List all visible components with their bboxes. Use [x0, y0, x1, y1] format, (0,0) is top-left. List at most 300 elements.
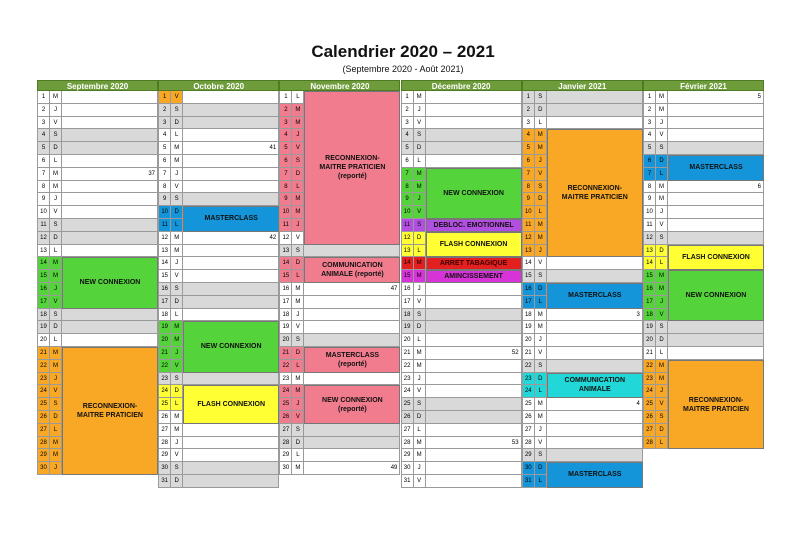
- day-number: 12: [401, 232, 414, 244]
- weekday-letter: J: [292, 129, 304, 141]
- day-number: 24: [158, 385, 171, 397]
- day-row: [37, 206, 158, 219]
- weekday-letter: J: [656, 385, 668, 397]
- event-block: MASTERCLASS: [183, 206, 279, 232]
- day-number: 1: [279, 91, 292, 103]
- day-note: [668, 321, 764, 333]
- day-number: 21: [522, 347, 535, 359]
- day-number: 8: [37, 181, 50, 193]
- day-number: 6: [279, 155, 292, 167]
- day-note: [304, 296, 400, 308]
- day-note: [668, 104, 764, 116]
- day-note: [426, 398, 522, 410]
- weekday-letter: L: [171, 129, 183, 141]
- weekday-letter: L: [171, 398, 183, 410]
- day-number: 28: [643, 437, 656, 449]
- day-row: [37, 181, 158, 194]
- weekday-letter: M: [656, 91, 668, 103]
- event-block: FLASH CONNEXION: [426, 232, 522, 258]
- day-row: [158, 142, 279, 155]
- day-number: 16: [37, 283, 50, 295]
- day-row: [158, 296, 279, 309]
- day-number: 17: [158, 296, 171, 308]
- day-number: 26: [279, 411, 292, 423]
- day-row: [643, 181, 764, 194]
- day-row: [643, 193, 764, 206]
- weekday-letter: V: [171, 91, 183, 103]
- day-number: 30: [401, 462, 414, 474]
- weekday-letter: L: [292, 181, 304, 193]
- day-number: 25: [158, 398, 171, 410]
- day-note: [62, 91, 158, 103]
- weekday-letter: S: [656, 411, 668, 423]
- event-block: RECONNEXION- MAITRE PRATICIEN (reporté): [304, 91, 400, 245]
- weekday-letter: V: [656, 309, 668, 321]
- day-note: 4: [547, 398, 643, 410]
- weekday-letter: J: [656, 296, 668, 308]
- day-number: 7: [522, 168, 535, 180]
- day-row: [279, 462, 400, 475]
- day-note: [62, 321, 158, 333]
- weekday-letter: S: [171, 373, 183, 385]
- weekday-letter: J: [656, 117, 668, 129]
- day-row: [158, 91, 279, 104]
- day-number: 15: [401, 270, 414, 282]
- day-number: 7: [401, 168, 414, 180]
- weekday-letter: S: [50, 129, 62, 141]
- weekday-letter: S: [171, 283, 183, 295]
- weekday-letter: L: [50, 334, 62, 346]
- day-number: 8: [522, 181, 535, 193]
- weekday-letter: M: [414, 347, 426, 359]
- weekday-letter: S: [50, 219, 62, 231]
- day-number: 4: [158, 129, 171, 141]
- day-number: 22: [643, 360, 656, 372]
- day-number: 3: [643, 117, 656, 129]
- day-row: [37, 104, 158, 117]
- day-note: [183, 104, 279, 116]
- weekday-letter: M: [656, 181, 668, 193]
- weekday-letter: M: [171, 411, 183, 423]
- weekday-letter: J: [171, 257, 183, 269]
- day-number: 3: [279, 117, 292, 129]
- day-row: [401, 155, 522, 168]
- weekday-letter: D: [535, 193, 547, 205]
- weekday-letter: M: [535, 398, 547, 410]
- day-number: 19: [643, 321, 656, 333]
- day-number: 12: [158, 232, 171, 244]
- day-note: [547, 117, 643, 129]
- day-number: 6: [643, 155, 656, 167]
- weekday-letter: L: [414, 155, 426, 167]
- day-number: 7: [643, 168, 656, 180]
- weekday-letter: S: [171, 193, 183, 205]
- day-row: [401, 411, 522, 424]
- weekday-letter: M: [50, 181, 62, 193]
- day-number: 17: [522, 296, 535, 308]
- day-number: 30: [522, 462, 535, 474]
- weekday-letter: S: [414, 129, 426, 141]
- weekday-letter: S: [292, 245, 304, 257]
- day-row: [522, 424, 643, 437]
- day-note: [668, 334, 764, 346]
- day-note: [547, 411, 643, 423]
- day-row: [643, 347, 764, 360]
- day-number: 5: [401, 142, 414, 154]
- weekday-letter: M: [656, 360, 668, 372]
- day-note: [426, 129, 522, 141]
- day-number: 6: [522, 155, 535, 167]
- day-number: 13: [643, 245, 656, 257]
- day-note: [547, 360, 643, 372]
- day-note: [183, 373, 279, 385]
- day-row: [37, 155, 158, 168]
- day-number: 28: [522, 437, 535, 449]
- event-block: MASTERCLASS: [547, 462, 643, 488]
- day-row: [158, 283, 279, 296]
- day-number: 14: [279, 257, 292, 269]
- day-number: 25: [401, 398, 414, 410]
- day-row: [158, 424, 279, 437]
- event-block: RECONNEXION- MAITRE PRATICIEN: [62, 347, 158, 475]
- day-note: [183, 449, 279, 461]
- day-number: 5: [158, 142, 171, 154]
- weekday-letter: M: [656, 104, 668, 116]
- day-number: 6: [401, 155, 414, 167]
- weekday-letter: D: [535, 104, 547, 116]
- day-row: [158, 373, 279, 386]
- event-block: NEW CONNEXION (reporté): [304, 385, 400, 423]
- weekday-letter: S: [656, 142, 668, 154]
- weekday-letter: D: [414, 321, 426, 333]
- weekday-letter: D: [50, 411, 62, 423]
- weekday-letter: D: [414, 142, 426, 154]
- weekday-letter: L: [656, 437, 668, 449]
- day-note: [183, 193, 279, 205]
- month-column: [522, 80, 643, 484]
- weekday-letter: S: [535, 449, 547, 461]
- weekday-letter: S: [414, 398, 426, 410]
- month-header: Novembre 2020: [279, 80, 400, 91]
- day-number: 13: [158, 245, 171, 257]
- day-row: [37, 245, 158, 258]
- month-column: [401, 80, 522, 484]
- day-number: 23: [401, 373, 414, 385]
- weekday-letter: M: [414, 270, 426, 282]
- weekday-letter: D: [171, 117, 183, 129]
- weekday-letter: D: [50, 232, 62, 244]
- weekday-letter: D: [171, 475, 183, 487]
- weekday-letter: V: [171, 181, 183, 193]
- day-note: [426, 334, 522, 346]
- weekday-letter: L: [50, 245, 62, 257]
- day-row: [643, 91, 764, 104]
- weekday-letter: D: [656, 245, 668, 257]
- day-number: 11: [401, 219, 414, 231]
- day-number: 1: [643, 91, 656, 103]
- day-row: [158, 232, 279, 245]
- event-block: FLASH CONNEXION: [668, 245, 764, 271]
- weekday-letter: V: [414, 117, 426, 129]
- event-block: AMINCISSEMENT: [426, 270, 522, 283]
- weekday-letter: S: [535, 91, 547, 103]
- weekday-letter: L: [292, 449, 304, 461]
- day-number: 27: [158, 424, 171, 436]
- day-number: 16: [279, 283, 292, 295]
- weekday-letter: J: [535, 424, 547, 436]
- weekday-letter: D: [292, 347, 304, 359]
- day-number: 18: [37, 309, 50, 321]
- weekday-letter: M: [292, 373, 304, 385]
- day-number: 8: [643, 181, 656, 193]
- day-note: 41: [183, 142, 279, 154]
- weekday-letter: M: [656, 193, 668, 205]
- day-number: 1: [522, 91, 535, 103]
- day-note: 42: [183, 232, 279, 244]
- day-number: 5: [643, 142, 656, 154]
- day-note: [426, 475, 522, 487]
- day-number: 29: [522, 449, 535, 461]
- day-number: 11: [158, 219, 171, 231]
- day-number: 6: [158, 155, 171, 167]
- day-row: [401, 296, 522, 309]
- weekday-letter: J: [535, 155, 547, 167]
- weekday-letter: V: [414, 296, 426, 308]
- day-number: 14: [158, 257, 171, 269]
- weekday-letter: M: [292, 104, 304, 116]
- day-number: 17: [37, 296, 50, 308]
- weekday-letter: M: [171, 245, 183, 257]
- weekday-letter: S: [292, 155, 304, 167]
- event-block: MASTERCLASS (reporté): [304, 347, 400, 373]
- weekday-letter: J: [50, 373, 62, 385]
- day-note: [668, 347, 764, 359]
- day-row: [401, 117, 522, 130]
- day-number: 9: [279, 193, 292, 205]
- weekday-letter: V: [414, 385, 426, 397]
- day-row: [522, 360, 643, 373]
- day-number: 13: [279, 245, 292, 257]
- weekday-letter: M: [292, 283, 304, 295]
- weekday-letter: M: [414, 181, 426, 193]
- day-number: 3: [522, 117, 535, 129]
- day-row: [158, 104, 279, 117]
- day-number: 21: [158, 347, 171, 359]
- day-note: [426, 360, 522, 372]
- weekday-letter: M: [414, 360, 426, 372]
- day-row: [279, 437, 400, 450]
- day-number: 14: [643, 257, 656, 269]
- weekday-letter: D: [535, 373, 547, 385]
- day-number: 26: [643, 411, 656, 423]
- day-note: [304, 373, 400, 385]
- day-row: [279, 424, 400, 437]
- day-number: 7: [37, 168, 50, 180]
- day-note: [62, 117, 158, 129]
- day-note: [183, 168, 279, 180]
- day-note: [183, 245, 279, 257]
- weekday-letter: V: [50, 206, 62, 218]
- weekday-letter: J: [414, 462, 426, 474]
- day-note: [426, 424, 522, 436]
- day-note: [426, 462, 522, 474]
- event-block: FLASH CONNEXION: [183, 385, 279, 423]
- day-number: 26: [401, 411, 414, 423]
- weekday-letter: V: [414, 206, 426, 218]
- day-note: [183, 309, 279, 321]
- day-number: 19: [522, 321, 535, 333]
- weekday-letter: S: [656, 321, 668, 333]
- day-row: [158, 437, 279, 450]
- day-row: [279, 245, 400, 258]
- day-row: [522, 449, 643, 462]
- day-row: [279, 283, 400, 296]
- weekday-letter: J: [414, 283, 426, 295]
- weekday-letter: J: [414, 373, 426, 385]
- day-number: 25: [37, 398, 50, 410]
- day-note: [62, 155, 158, 167]
- day-number: 16: [401, 283, 414, 295]
- weekday-letter: L: [292, 270, 304, 282]
- day-number: 5: [37, 142, 50, 154]
- weekday-letter: M: [292, 193, 304, 205]
- weekday-letter: V: [292, 142, 304, 154]
- day-number: 20: [158, 334, 171, 346]
- day-number: 23: [522, 373, 535, 385]
- weekday-letter: M: [414, 437, 426, 449]
- day-row: [522, 347, 643, 360]
- day-row: [522, 321, 643, 334]
- day-number: 18: [158, 309, 171, 321]
- weekday-letter: M: [414, 168, 426, 180]
- weekday-letter: L: [535, 296, 547, 308]
- day-note: [426, 373, 522, 385]
- day-number: 27: [401, 424, 414, 436]
- day-number: 11: [37, 219, 50, 231]
- weekday-letter: S: [535, 181, 547, 193]
- weekday-letter: V: [656, 129, 668, 141]
- day-number: 2: [401, 104, 414, 116]
- weekday-letter: J: [171, 437, 183, 449]
- month-column: [158, 80, 279, 484]
- day-note: [668, 142, 764, 154]
- weekday-letter: J: [535, 245, 547, 257]
- day-number: 23: [158, 373, 171, 385]
- weekday-letter: M: [50, 360, 62, 372]
- day-number: 24: [522, 385, 535, 397]
- day-number: 13: [522, 245, 535, 257]
- day-row: [643, 232, 764, 245]
- day-row: [401, 385, 522, 398]
- day-number: 21: [401, 347, 414, 359]
- day-note: [62, 104, 158, 116]
- day-note: [426, 296, 522, 308]
- day-number: 23: [37, 373, 50, 385]
- day-note: [547, 91, 643, 103]
- event-block: NEW CONNEXION: [426, 168, 522, 219]
- weekday-letter: V: [535, 257, 547, 269]
- day-number: 18: [279, 309, 292, 321]
- day-row: [522, 309, 643, 322]
- day-row: [279, 296, 400, 309]
- day-number: 1: [37, 91, 50, 103]
- day-note: [62, 334, 158, 346]
- day-note: [426, 155, 522, 167]
- day-number: 14: [37, 257, 50, 269]
- day-row: [522, 104, 643, 117]
- day-row: [643, 334, 764, 347]
- day-number: 4: [643, 129, 656, 141]
- weekday-letter: M: [171, 232, 183, 244]
- day-number: 21: [643, 347, 656, 359]
- weekday-letter: M: [50, 449, 62, 461]
- day-number: 1: [401, 91, 414, 103]
- day-number: 15: [279, 270, 292, 282]
- day-row: [401, 424, 522, 437]
- event-block: NEW CONNEXION: [668, 270, 764, 321]
- day-row: [401, 321, 522, 334]
- month-header: Février 2021: [643, 80, 764, 91]
- day-number: 22: [279, 360, 292, 372]
- day-number: 3: [158, 117, 171, 129]
- weekday-letter: V: [535, 437, 547, 449]
- weekday-letter: D: [414, 232, 426, 244]
- day-number: 23: [643, 373, 656, 385]
- day-number: 10: [158, 206, 171, 218]
- day-note: 3: [547, 309, 643, 321]
- event-block: COMMUNICATION ANIMALE (reporté): [304, 257, 400, 283]
- day-number: 12: [279, 232, 292, 244]
- weekday-letter: L: [535, 206, 547, 218]
- day-number: 20: [522, 334, 535, 346]
- day-note: [183, 424, 279, 436]
- day-number: 27: [279, 424, 292, 436]
- day-row: [401, 373, 522, 386]
- day-number: 17: [643, 296, 656, 308]
- weekday-letter: M: [171, 334, 183, 346]
- weekday-letter: M: [535, 411, 547, 423]
- weekday-letter: J: [50, 462, 62, 474]
- day-number: 3: [37, 117, 50, 129]
- weekday-letter: M: [656, 270, 668, 282]
- weekday-letter: V: [171, 360, 183, 372]
- day-number: 9: [37, 193, 50, 205]
- day-note: 47: [304, 283, 400, 295]
- weekday-letter: J: [414, 193, 426, 205]
- day-number: 15: [522, 270, 535, 282]
- weekday-letter: J: [292, 309, 304, 321]
- day-note: [62, 206, 158, 218]
- day-number: 20: [401, 334, 414, 346]
- day-note: [668, 193, 764, 205]
- weekday-letter: D: [414, 411, 426, 423]
- day-number: 13: [401, 245, 414, 257]
- day-number: 28: [401, 437, 414, 449]
- day-number: 10: [401, 206, 414, 218]
- day-note: 53: [426, 437, 522, 449]
- day-number: 27: [522, 424, 535, 436]
- day-note: [183, 257, 279, 269]
- day-row: [37, 168, 158, 181]
- weekday-letter: M: [292, 117, 304, 129]
- weekday-letter: J: [414, 104, 426, 116]
- day-number: 9: [158, 193, 171, 205]
- day-row: [401, 449, 522, 462]
- weekday-letter: V: [292, 232, 304, 244]
- day-number: 30: [37, 462, 50, 474]
- day-note: [668, 117, 764, 129]
- day-note: [304, 437, 400, 449]
